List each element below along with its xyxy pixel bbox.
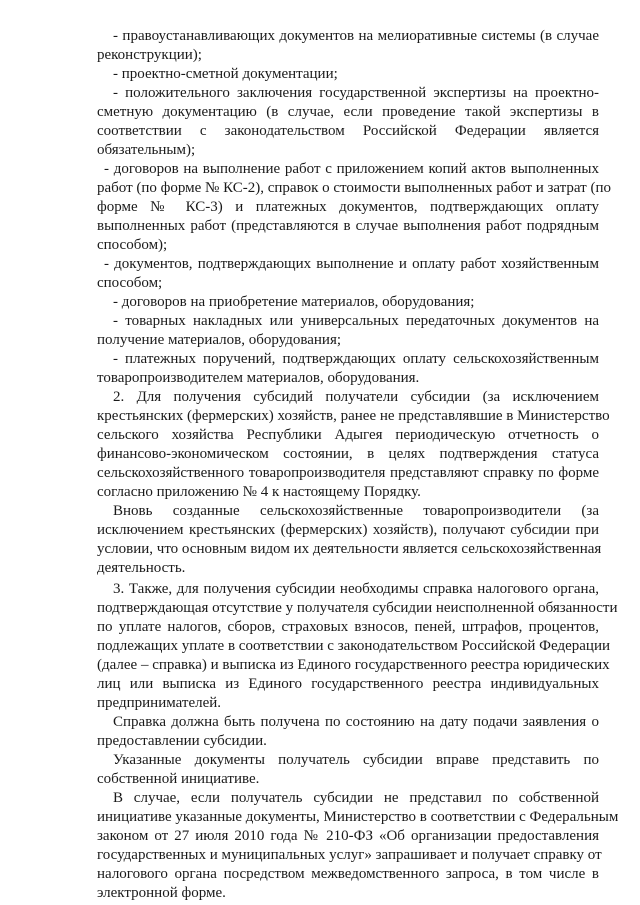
text-line: - договоров на приобретение материалов, оборудования; [113,294,475,310]
text-line: предоставлении субсидии. [97,733,267,749]
text-line: Справка должна быть получена по состоянию на дату подачи заявления о [113,714,599,730]
text-line: условии, что основным видом их деятельности является сельскохозяйственная [97,541,602,557]
text-line: сметную документацию (в случае, если проведение такой экспертизы в [97,104,599,120]
text-line: товаропроизводителем материалов, оборудования. [97,370,420,386]
text-line: исключением крестьянских (фермерских) хозяйств), получают субсидии при [97,522,599,538]
text-line: государственных и муниципальных услуг» запрашивает и получает справку от [97,847,602,863]
text-line: способом); [97,237,168,253]
text-line: лиц или выписка из Единого государственного реестра индивидуальных [97,676,599,692]
text-line: законом от 27 июля 2010 года № 210-ФЗ «Об организации предоставления [97,828,599,844]
text-line: реконструкции); [97,47,202,63]
text-line: сельскохозяйственного товаропроизводителя представляют справку по форме [97,465,599,481]
text-line: получение материалов, оборудования; [97,332,342,348]
text-line: собственной инициативе. [97,771,260,787]
text-line: выполненных работ (представляются в случае выполнения работ подрядным [97,218,599,234]
text-line: форме № КС-3) и платежных документов, подтверждающих оплату [97,199,599,215]
text-line: Вновь созданные сельскохозяйственные товаропроизводители (за [113,503,599,519]
text-line: - правоустанавливающих документов на мелиоративные системы (в случае [113,28,599,44]
text-line: налогового органа посредством межведомственного запроса, в том числе в [97,866,599,882]
text-line: инициативе указанные документы, Министерство в соответствии с Федеральным [97,809,619,825]
text-line: электронной форме. [97,885,226,901]
text-line: крестьянских (фермерских) хозяйств, ранее не представлявшие в Министерство [97,408,610,424]
text-line: соответствии с законодательством Российской Федерации является [97,123,599,139]
text-line: (далее – справка) и выписка из Единого государственного реестра юридических [97,657,610,673]
text-line: 2. Для получения субсидий получатели субсидии (за исключением [113,389,599,405]
text-line: Указанные документы получатель субсидии вправе представить по [113,752,599,768]
text-line: деятельность. [97,560,186,576]
text-line: согласно приложению № 4 к настоящему Порядку. [97,484,421,500]
text-line: В случае, если получатель субсидии не представил по собственной [113,790,599,806]
text-line: способом; [97,275,163,291]
text-line: - платежных поручений, подтверждающих оплату сельскохозяйственным [113,351,599,367]
text-line: - документов, подтверждающих выполнение и оплату работ хозяйственным [104,256,599,272]
text-line: финансово-экономическом состоянии, в целях подтверждения статуса [97,446,599,462]
text-line: - товарных накладных или универсальных передаточных документов на [113,313,599,329]
text-line: - проектно-сметной документации; [113,66,338,82]
text-line: сельского хозяйства Республики Адыгея периодическую отчетность о [97,427,599,443]
text-line: предпринимателей. [97,695,222,711]
text-line: по уплате налогов, сборов, страховых взносов, пеней, штрафов, процентов, [97,619,599,635]
text-line: - положительного заключения государственной экспертизы на проектно- [113,85,599,101]
text-line: обязательным); [97,142,196,158]
text-line: 3. Также, для получения субсидии необходимы справка налогового органа, [113,581,599,597]
text-line: подтверждающая отсутствие у получателя субсидии неисполненной обязанности [97,600,618,616]
text-line: подлежащих уплате в соответствии с законодательством Российской Федерации [97,638,611,654]
text-line: - договоров на выполнение работ с приложением копий актов выполненных [104,161,599,177]
text-line: работ (по форме № КС-2), справок о стоимости выполненных работ и затрат (по [97,180,612,196]
